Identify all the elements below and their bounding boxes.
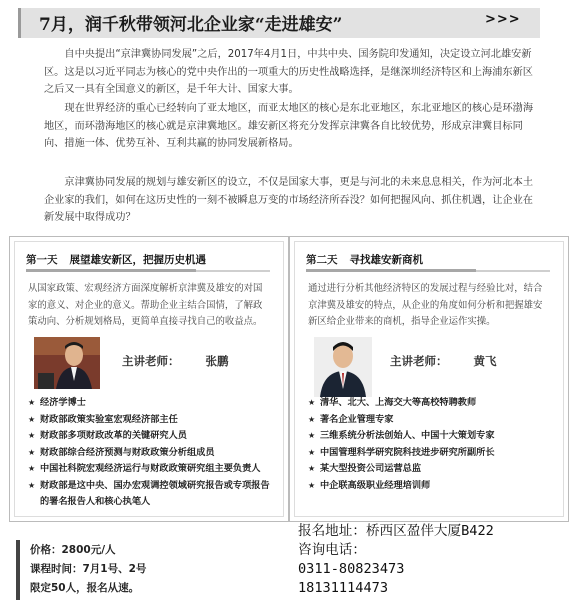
phone-label: 咨询电话： xyxy=(298,542,366,558)
seat-limit-text: 限定50人，报名从速。 xyxy=(30,582,140,594)
day2-teacher-label: 主讲老师： xyxy=(390,354,448,368)
signup-address: 报名地址：桥西区盈伴大厦B422 xyxy=(298,523,494,539)
intro-paragraph-1: 自中央提出“京津冀协同发展”之后，2017年4月1日，中共中央、国务院印发通知，决定设立河北雄安新区。这是以习近平同志为核心的党中央作出的一项重大的历史性战略选择，是继深圳经济特区和上海浦东新区之后又一具有全国意义的新区，是千年大计、国家大事。 xyxy=(44,49,533,95)
day1-credentials xyxy=(28,395,274,511)
teacher-huang-photo xyxy=(314,337,372,397)
credential-item: ★ 中国管理科学研究院科技进步研究所副所长 xyxy=(308,445,554,462)
credential-item: ★ 三维系统分析法创始人、中国十大策划专家 xyxy=(308,428,554,445)
day2-tab-underline xyxy=(306,269,476,272)
contact-info xyxy=(298,522,494,598)
day1-teacher xyxy=(122,353,229,369)
credential-item: ★ 财政部多项财政改革的关键研究人员 xyxy=(28,428,274,445)
day2-tab xyxy=(306,248,423,270)
day1-description: 从国家政策、宏观经济方面深度解析京津冀及雄安的对国家的意义、对企业的意义。帮助企业主结合国情，了解政策动向、分析规划格局，更简单直接寻找自己的收益点。 xyxy=(28,283,263,327)
day1-topic: 展望雄安新区，把握历史机遇 xyxy=(69,253,206,266)
phone-number-2: 18131114473 xyxy=(298,580,389,596)
page-title: 7月，润千秋带领河北企业家“走进雄安” xyxy=(39,15,343,35)
credential-item: ★ 财政部政策实验室宏观经济部主任 xyxy=(28,412,274,429)
day2-description: 通过进行分析其他经济特区的发展过程与经验比对，结合京津冀及雄安的特点，从企业的角度如何分析和把握雄安新区给企业带来的商机，指导企业运作实操。 xyxy=(308,283,543,327)
teacher-zhang-photo xyxy=(34,337,100,389)
course-info xyxy=(30,541,146,598)
credential-item: ★ 某大型投资公司运营总监 xyxy=(308,461,554,478)
day1-tab xyxy=(26,248,206,270)
more-arrows: >>> xyxy=(485,12,521,27)
day2-credentials xyxy=(308,395,554,494)
credential-item: ★ 中企联高级职业经理培训师 xyxy=(308,478,554,495)
day2-teacher xyxy=(390,353,497,369)
day1-tab-underline xyxy=(26,269,196,272)
title-bar xyxy=(18,8,540,38)
intro-paragraph-3: 京津冀协同发展的规划与雄安新区的设立，不仅是国家大事，更是与河北的未来息息相关，作为河北本土企业家的我们，如何在这历史性的一刻不被瞬息万变的市场经济所吞没？如何把握风向、抓住机遇，让企业在新发展中取得成功？ xyxy=(44,177,534,223)
credential-item: ★ 财政部综合经济预测与财政政策分析组成员 xyxy=(28,445,274,462)
credential-item: ★ 财政部是这中央、国办宏观调控领域研究报告或专项报告的署名报告人和核心执笔人 xyxy=(28,478,274,511)
day1-teacher-name: 张鹏 xyxy=(205,354,229,368)
phone-number-1: 0311-80823473 xyxy=(298,561,405,577)
credential-item: ★ 经济学博士 xyxy=(28,395,274,412)
credential-item: ★ 清华、北大、上海交大等高校特聘教师 xyxy=(308,395,554,412)
day1-teacher-label: 主讲老师： xyxy=(122,354,180,368)
footer-accent-bar xyxy=(16,540,20,600)
day2-label: 第二天 xyxy=(306,253,338,266)
credential-item: ★ 著名企业管理专家 xyxy=(308,412,554,429)
intro-paragraph-2: 现在世界经济的重心已经转向了亚太地区，而亚太地区的核心是东北亚地区，东北亚地区的核心是环渤海地区，而环渤海地区的核心就是京津冀地区。雄安新区将充分发挥京津冀各自比较优势，形成京津冀目标同向、措施一体、优势互补、互利共赢的协同发展新格局。 xyxy=(44,103,534,149)
price-text: 价格：2800元/人 xyxy=(30,544,116,556)
course-time-text: 课程时间：7月1号、2号 xyxy=(30,563,147,575)
day2-topic: 寻找雄安新商机 xyxy=(349,253,423,266)
day2-panel xyxy=(289,236,569,522)
day1-panel xyxy=(9,236,289,522)
day1-label: 第一天 xyxy=(26,253,58,266)
credential-item: ★ 中国社科院宏观经济运行与财政政策研究组主要负责人 xyxy=(28,461,274,478)
day2-teacher-name: 黄飞 xyxy=(473,354,497,368)
